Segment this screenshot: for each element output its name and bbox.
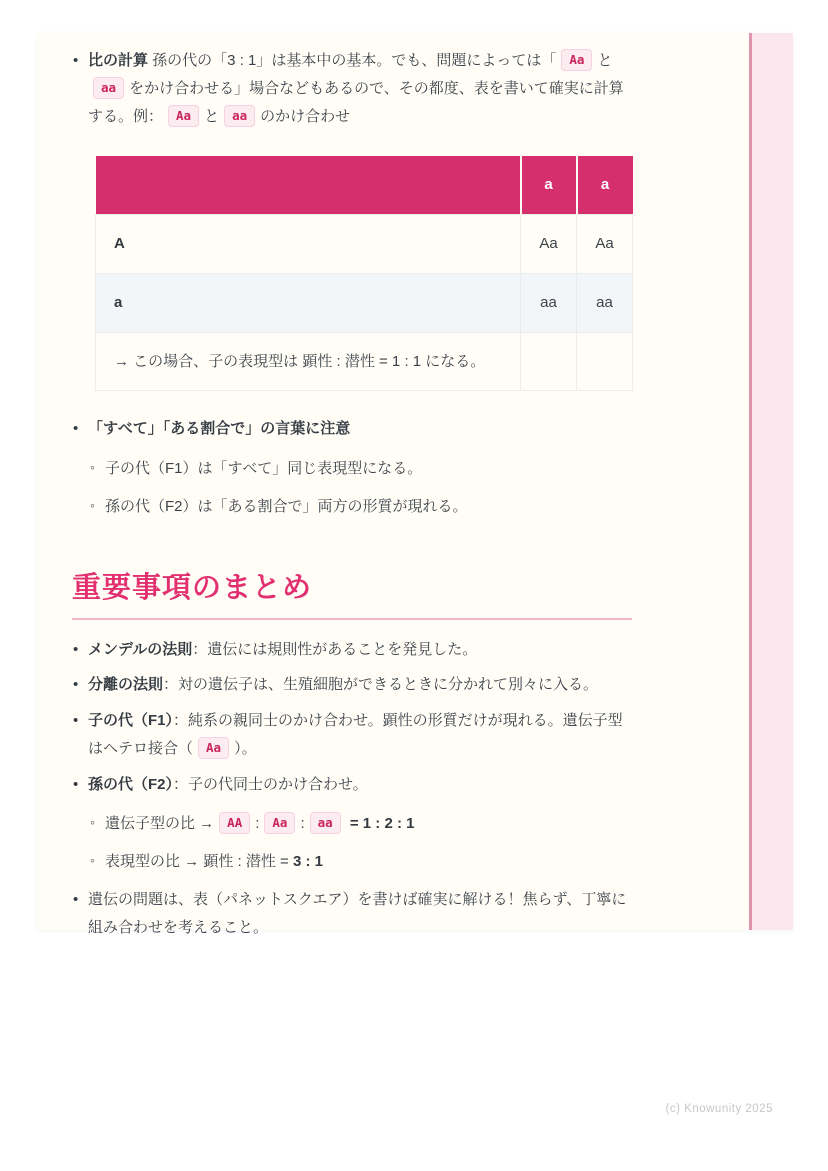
summary-item-advice — [88, 886, 632, 942]
sub-bullet-f2 — [105, 493, 632, 521]
f2-sublist — [88, 810, 632, 876]
table-cell-empty — [577, 332, 633, 391]
genotype-badge: aa — [310, 812, 341, 834]
row-label: A — [96, 215, 521, 274]
table-row — [96, 215, 633, 274]
sub-bullet-f1 — [105, 455, 632, 483]
summary-item-f1 — [88, 707, 632, 763]
ratio-separator: : — [300, 815, 305, 833]
genotype-ratio-label: 遺伝子型の比 → — [105, 815, 215, 833]
f1-title: 子の代（F1） — [88, 712, 174, 730]
ratio-calc-title: 比の計算 — [88, 52, 149, 69]
table-col-header: a — [521, 156, 577, 214]
summary-list — [72, 636, 632, 942]
ratio-calc-text-5: のかけ合わせ — [260, 107, 351, 125]
ratio-separator: : — [255, 815, 260, 833]
table-cell: aa — [577, 273, 633, 332]
keywords-title: 「すべて」「ある割合で」の言葉に注意 — [88, 420, 351, 438]
document-page — [38, 33, 793, 936]
advice-text: 遺伝の問題は、表（パネットスクエア）を書けば確実に解ける！焦らず、丁寧に組み合わせを考えること。 — [88, 890, 627, 936]
summary-heading: 重要事項のまとめ — [72, 571, 313, 604]
keywords-bullet — [88, 415, 632, 520]
sub-bullet-text: 孫の代（F2）は「ある割合で」両方の形質が現れる。 — [105, 497, 468, 515]
table-corner-cell — [96, 156, 521, 214]
genotype-badge: Aa — [264, 812, 295, 834]
table-header-row — [96, 156, 633, 214]
segregation-text: ：対の遺伝子は、生殖細胞ができるときに分かれて別々に入る。 — [163, 676, 599, 694]
genotype-badge: Aa — [198, 737, 229, 759]
f2-title: 孫の代（F2） — [88, 775, 174, 793]
table-cell: Aa — [521, 215, 577, 274]
ratio-calc-text-3: をかけ合わせる」場合などもあるので、その都度、表を書いて確実に計算する。例： — [88, 79, 624, 125]
table-col-header: a — [577, 156, 633, 214]
genotype-badge: Aa — [561, 49, 592, 71]
heading-underline — [72, 618, 632, 620]
segregation-title: 分離の法則 — [88, 676, 164, 694]
row-label: a — [96, 273, 521, 332]
page-accent-stripe — [749, 33, 793, 930]
mendel-text: ：遺伝には規則性があることを発見した。 — [192, 640, 478, 658]
keywords-bullet-list — [72, 415, 632, 520]
f2-text: ：子の代同士のかけ合わせ。 — [173, 775, 368, 793]
f1-text-1: ：純系の親同士のかけ合わせ。顕性の形質だけが現れる。遺伝子型はヘテロ接合（ — [88, 712, 623, 757]
table-note-row — [96, 332, 633, 391]
table-row — [96, 273, 633, 332]
table-note: → この場合、子の表現型は 顕性 : 潜性 = 1 : 1 になる。 — [96, 332, 521, 391]
table-cell: Aa — [577, 215, 633, 274]
page-content — [72, 33, 632, 949]
sub-bullet-text: 子の代（F1）は「すべて」同じ表現型になる。 — [105, 460, 423, 477]
summary-item-f2 — [88, 771, 632, 876]
genotype-badge: Aa — [168, 105, 199, 127]
genotype-badge: AA — [219, 812, 250, 834]
summary-item-segregation — [88, 671, 632, 699]
genotype-ratio-result: = 1 : 2 : 1 — [349, 815, 415, 833]
summary-item-mendel — [88, 636, 632, 664]
table-cell-empty — [521, 332, 577, 391]
ratio-calc-text-4: と — [204, 107, 220, 125]
ratio-calc-text-1: 孫の代の「3 : 1」は基本中の基本。でも、問題によっては「 — [148, 52, 557, 69]
ratio-bullet-list — [72, 47, 632, 130]
genotype-badge: aa — [93, 77, 124, 99]
phenotype-ratio-label: 表現型の比 → 顕性 : 潜性 = — [105, 853, 293, 871]
punnett-table — [95, 156, 633, 391]
ratio-calc-text-2: と — [597, 52, 613, 69]
table-cell: aa — [521, 273, 577, 332]
copyright-notice: (c) Knowunity 2025 — [665, 1103, 773, 1115]
ratio-calc-bullet — [88, 47, 632, 130]
genotype-badge: aa — [224, 105, 255, 127]
sub-bullet-phenotype-ratio — [105, 848, 632, 876]
f1-text-2: ）。 — [234, 739, 257, 757]
keywords-sublist — [88, 455, 632, 521]
mendel-title: メンデルの法則 — [88, 640, 193, 658]
sub-bullet-genotype-ratio — [105, 810, 632, 838]
phenotype-ratio-result: 3 : 1 — [292, 853, 323, 871]
